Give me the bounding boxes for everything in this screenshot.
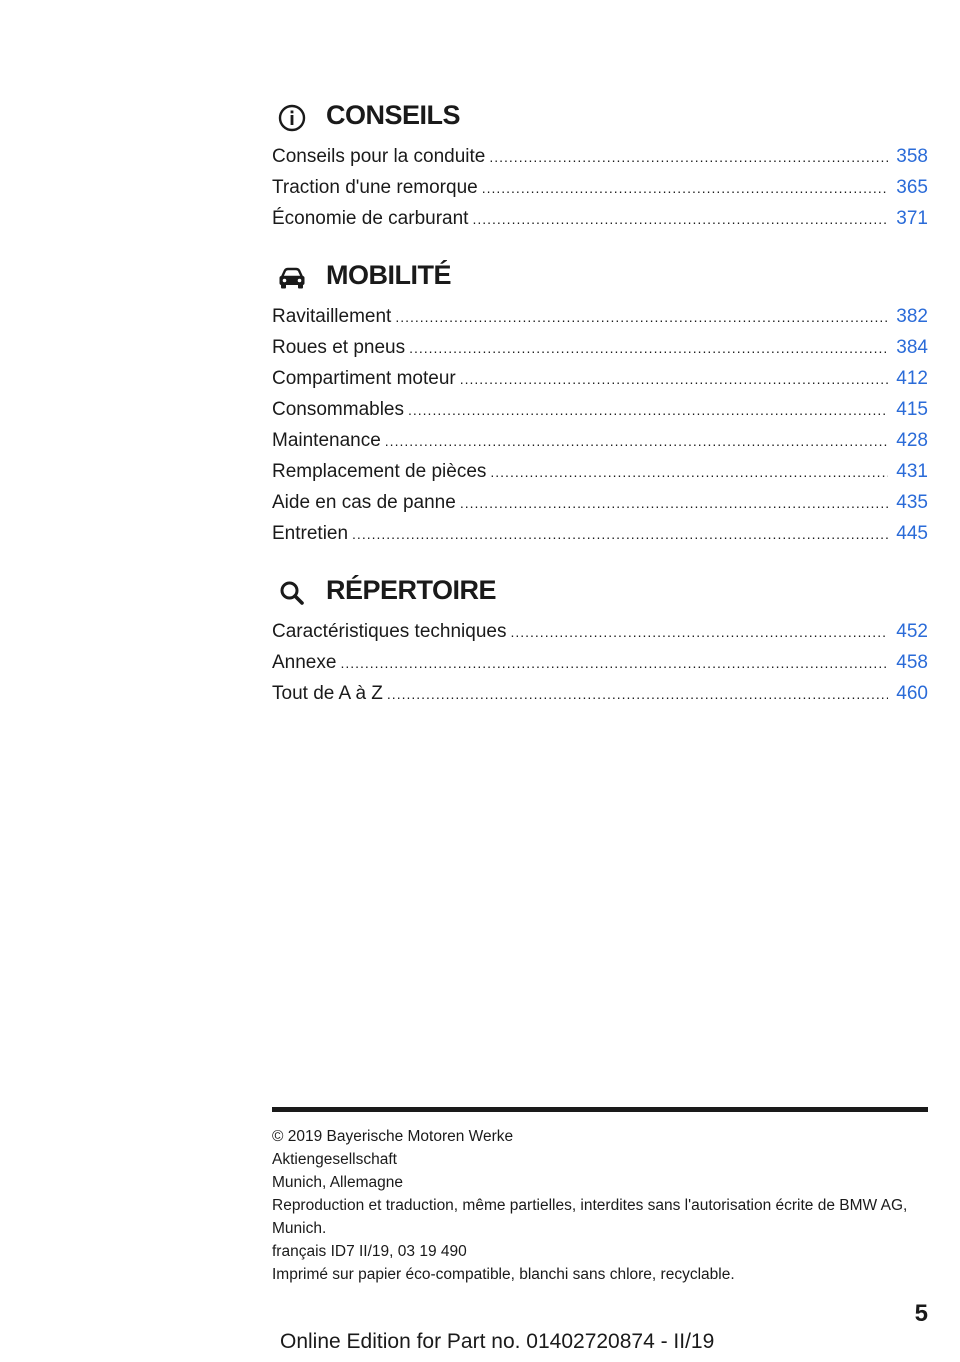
search-icon [276,577,308,609]
toc-list [272,301,928,549]
section-title: RÉPERTOIRE [326,575,497,605]
toc-entry-label: Traction d'une remorque [272,177,478,198]
toc-entry[interactable] [272,425,928,456]
section-header [272,98,928,138]
leader-dots [387,679,888,710]
toc-entry-label: Caractéristiques techniques [272,621,507,642]
toc-page-link[interactable]: 445 [896,523,928,544]
toc-entry[interactable] [272,332,928,363]
toc-entry[interactable] [272,487,928,518]
leader-dots [490,457,888,488]
toc-entry-label: Roues et pneus [272,337,406,358]
toc-entry[interactable] [272,518,928,549]
imprint-block [272,1125,928,1286]
section-title: CONSEILS [326,100,461,130]
toc-entry[interactable] [272,363,928,394]
section-header [272,258,928,298]
imprint-line: Reproduction et traduction, même partielles, interdites sans l'autorisation écrite de BMW AG, Munich. [272,1197,908,1237]
toc-page-link[interactable]: 382 [896,306,928,327]
toc-entry-label: Maintenance [272,430,381,451]
imprint-line: Aktiengesellschaft [272,1151,397,1168]
toc-page-link[interactable]: 431 [896,461,928,482]
toc-entry[interactable] [272,456,928,487]
leader-dots [340,648,888,679]
toc-entry-label: Compartiment moteur [272,368,456,389]
toc-entry[interactable] [272,172,928,203]
leader-dots [472,204,888,235]
section-conseils [272,98,928,234]
toc-page-link[interactable]: 358 [896,146,928,167]
toc-page-link[interactable]: 412 [896,368,928,389]
toc-page-link[interactable]: 452 [896,621,928,642]
leader-dots [395,302,888,333]
toc-page-link[interactable]: 428 [896,430,928,451]
toc-page-link[interactable]: 458 [896,652,928,673]
toc-page-link[interactable]: 415 [896,399,928,420]
toc-entry-label: Entretien [272,523,349,544]
section-mobilite [272,258,928,549]
imprint-line: français ID7 II/19, 03 19 490 [272,1243,467,1260]
info-icon [276,102,308,134]
toc-entry-label: Conseils pour la conduite [272,146,486,167]
imprint-line: Imprimé sur papier éco-compatible, blanchi sans chlore, recyclable. [272,1266,735,1283]
toc-entry-label: Annexe [272,652,337,673]
leader-dots [460,364,889,395]
toc-page-link[interactable]: 371 [896,208,928,229]
footer-edition: Online Edition for Part no. 01402720874 - II/19 [280,1330,715,1353]
leader-dots [385,426,889,457]
toc-entry[interactable] [272,678,928,709]
page-number: 5 [914,1300,928,1327]
car-icon [276,262,308,294]
toc-page-link[interactable]: 460 [896,683,928,704]
leader-dots [409,333,888,364]
section-repertoire [272,573,928,709]
toc-entry[interactable] [272,394,928,425]
imprint-divider [272,1107,928,1112]
section-title: MOBILITÉ [326,260,451,290]
leader-dots [489,142,888,173]
toc-entry[interactable] [272,616,928,647]
leader-dots [510,617,888,648]
leader-dots [460,488,888,519]
section-header [272,573,928,613]
toc-entry-label: Tout de A à Z [272,683,383,704]
toc-list [272,616,928,709]
toc-entry[interactable] [272,141,928,172]
toc-entry-label: Économie de carburant [272,208,469,229]
toc-page-link[interactable]: 365 [896,177,928,198]
toc-entry[interactable] [272,647,928,678]
toc-entry-label: Aide en cas de panne [272,492,456,513]
leader-dots [352,519,888,550]
toc-page-link[interactable]: 384 [896,337,928,358]
leader-dots [408,395,888,426]
toc-entry[interactable] [272,203,928,234]
imprint-line: © 2019 Bayerische Motoren Werke [272,1128,514,1145]
toc-entry[interactable] [272,301,928,332]
toc-list [272,141,928,234]
toc-entry-label: Remplacement de pièces [272,461,487,482]
toc-page-link[interactable]: 435 [896,492,928,513]
leader-dots [482,173,889,204]
imprint-line: Munich, Allemagne [272,1174,403,1191]
toc-entry-label: Consommables [272,399,404,420]
toc-entry-label: Ravitaillement [272,306,392,327]
